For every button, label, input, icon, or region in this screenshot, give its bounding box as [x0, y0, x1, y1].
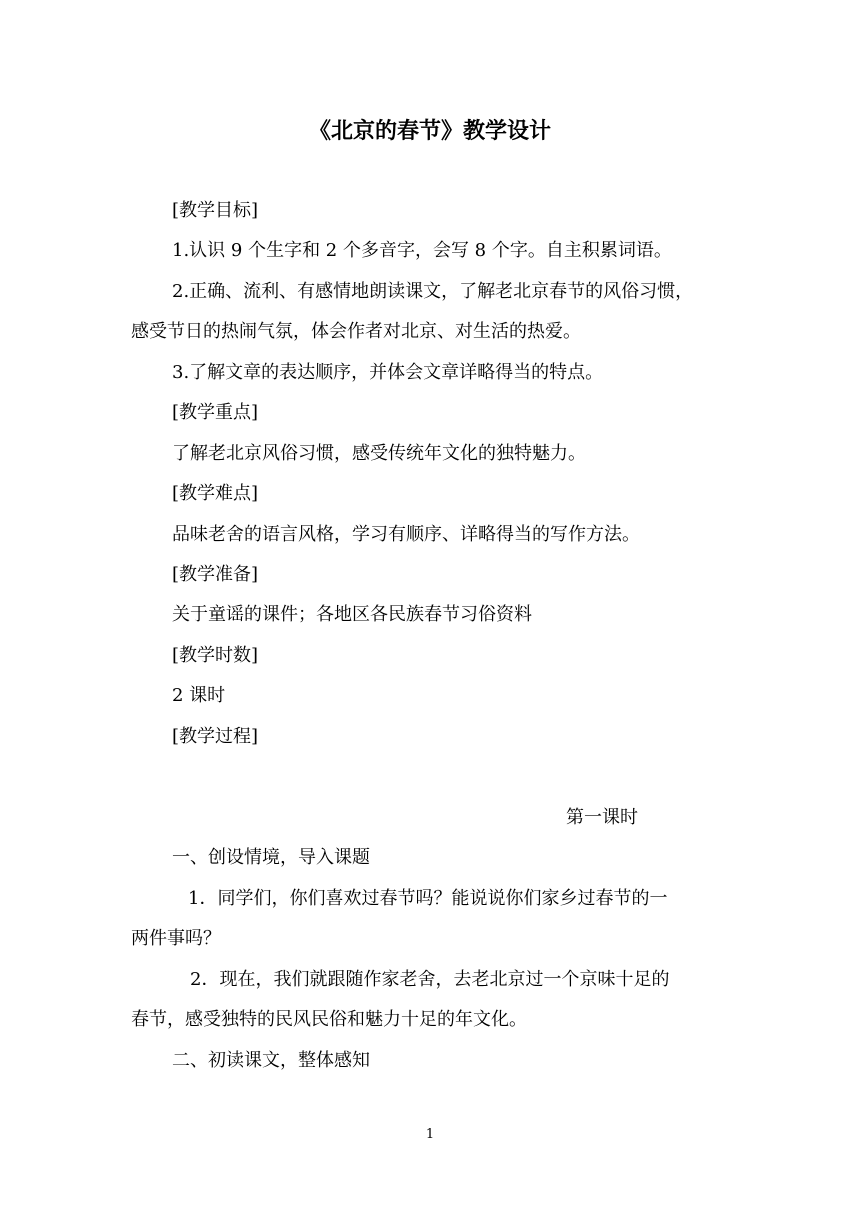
section-heading-preparation: [教学准备] [172, 564, 259, 585]
hours-text: 2 课时 [172, 685, 226, 706]
step-2-heading: 二、初读课文，整体感知 [172, 1050, 370, 1071]
step-1-heading: 一、创设情境，导入课题 [172, 847, 370, 868]
section-heading-hours: [教学时数] [172, 645, 259, 666]
difficulties-text: 品味老舍的语言风格，学习有顺序、详略得当的写作方法。 [172, 524, 640, 545]
objective-1: 1.认识 9 个生字和 2 个多音字，会写 8 个字。自主积累词语。 [172, 240, 672, 261]
key-points-text: 了解老北京风俗习惯，感受传统年文化的独特魅力。 [172, 443, 586, 464]
step-1-item-2: 2．现在，我们就跟随作家老舍，去老北京过一个京味十足的 [190, 969, 670, 990]
preparation-text: 关于童谣的课件；各地区各民族春节习俗资料 [172, 604, 532, 625]
section-heading-process: [教学过程] [172, 726, 259, 747]
document-title: 《北京的春节》教学设计 [308, 118, 551, 144]
step-1-item-1-continued: 两件事吗？ [131, 928, 221, 949]
objective-3: 3.了解文章的表达顺序，并体会文章详略得当的特点。 [172, 362, 604, 383]
page-number: 1 [425, 1127, 435, 1142]
objective-2: 2.正确、流利、有感情地朗读课文，了解老北京春节的风俗习惯， [172, 281, 694, 302]
section-heading-difficulties: [教学难点] [172, 483, 259, 504]
objective-2-continued: 感受节日的热闹气氛，体会作者对北京、对生活的热爱。 [131, 321, 581, 342]
step-1-item-1: 1．同学们，你们喜欢过春节吗？能说说你们家乡过春节的一 [188, 888, 668, 909]
section-heading-objectives: [教学目标] [172, 200, 259, 221]
lesson-heading: 第一课时 [566, 807, 638, 828]
step-1-item-2-continued: 春节，感受独特的民风民俗和魅力十足的年文化。 [131, 1009, 527, 1030]
section-heading-key-points: [教学重点] [172, 402, 259, 423]
